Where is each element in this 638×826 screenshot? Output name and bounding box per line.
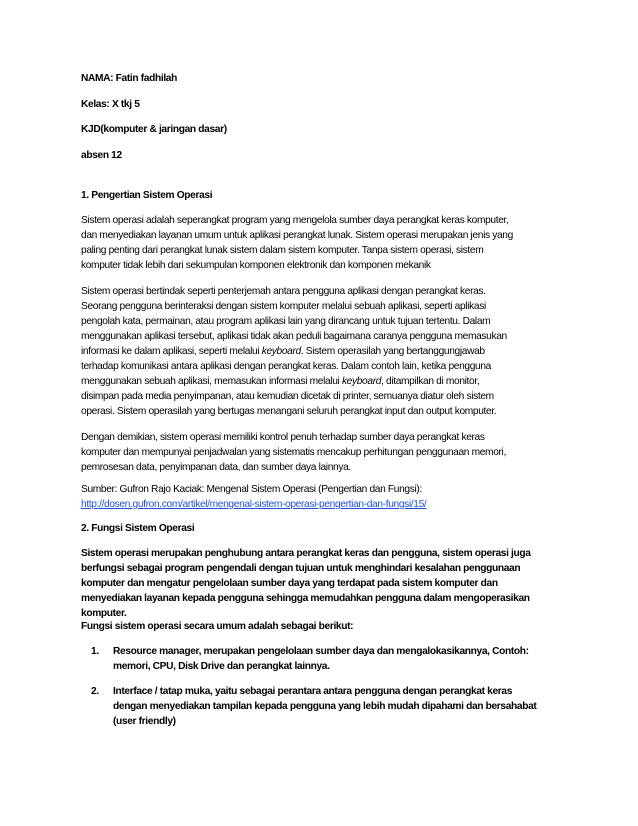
section2-p1-line: menyediakan layanan kepada pengguna sehingga memudahkan pengguna dalam mengoperasikan bbox=[81, 593, 530, 604]
section1-p2-line: pengolah kata, permainan, atau program aplikasi lain yang dirancang untuk tujuan tertentu. Dalam bbox=[81, 316, 491, 327]
section1-p2-line: Seorang pengguna berinteraksi dengan sistem komputer melalui sebuah aplikasi, seperti aplikasi bbox=[81, 301, 486, 312]
section1-title: 1. Pengertian Sistem Operasi bbox=[81, 190, 213, 201]
list-item-number: 1. bbox=[91, 646, 99, 657]
section2-intro: Fungsi sistem operasi secara umum adalah sebagai berikut: bbox=[81, 621, 354, 632]
section1-p2-line: Sistem operasi bertindak seperti penterjemah antara pengguna aplikasi dengan perangkat keras. bbox=[81, 286, 486, 297]
italic-keyboard: keyboard bbox=[261, 346, 301, 357]
section2-p1-line: Sistem operasi merupakan penghubung antara perangkat keras dan pengguna, sistem operasi juga bbox=[81, 548, 531, 559]
section1-p2-line: disimpan pada media penyimpanan, atau kemudian dicetak di printer, semuanya diatur oleh sistem bbox=[81, 391, 494, 402]
section1-p3-line: komputer dan mempunyai penjadwalan yang sistematis mencakup perhitungan penggunaan memori, bbox=[81, 447, 506, 458]
source-label: Sumber: Gufron Rajo Kaciak: Mengenal Sistem Operasi (Pengertian dan Fungsi): bbox=[81, 484, 422, 495]
list-item-line: Resource manager, merupakan pengelolaan sumber daya dan mengalokasikannya, Contoh: bbox=[113, 646, 529, 657]
list-item-number: 2. bbox=[91, 686, 99, 697]
list-item-line: Interface / tatap muka, yaitu sebagai perantara antara pengguna dengan perangkat keras bbox=[113, 686, 513, 697]
section1-p1-line: Sistem operasi adalah seperangkat program yang mengelola sumber daya perangkat keras komputer, bbox=[81, 215, 509, 226]
section1-p3-line: pemrosesan data, penyimpanan data, dan sumber daya lainnya. bbox=[81, 462, 351, 473]
student-class: Kelas: X tkj 5 bbox=[81, 99, 140, 110]
section2-title: 2. Fungsi Sistem Operasi bbox=[81, 523, 195, 534]
section1-p2-line: terhadap komunikasi antara aplikasi dengan perangkat keras. Dalam contoh lain, ketika pengguna bbox=[81, 361, 491, 372]
text-run: , ditampilkan di monitor, bbox=[381, 376, 480, 387]
section1-p1-line: paling penting dari perangkat lunak sistem dalam sistem komputer. Tanpa sistem operasi, sistem bbox=[81, 245, 484, 256]
list-item-line: dengan menyediakan tampilan kepada pengguna yang lebih mudah dipahami dan bersahabat bbox=[113, 701, 537, 712]
list-item-line: memori, CPU, Disk Drive dan perangkat lainnya. bbox=[113, 661, 330, 672]
section1-p1-line: komputer tidak lebih dari sekumpulan komponen elektronik dan komponen mekanik bbox=[81, 260, 431, 271]
text-run: . Sistem operasilah yang bertanggungjawab bbox=[300, 346, 485, 357]
section1-p2-line bbox=[81, 375, 479, 389]
section1-p1-line: dan menyediakan layanan umum untuk aplikasi perangkat lunak. Sistem operasi merupakan jenis yang bbox=[81, 230, 513, 241]
student-name: NAMA: Fatin fadhilah bbox=[81, 73, 177, 84]
section2-p1-line: komputer dan mengatur pengelolaan sumber daya yang terdapat pada sistem komputer dan bbox=[81, 578, 498, 589]
student-absen: absen 12 bbox=[81, 150, 122, 161]
section1-p3-line: Dengan demikian, sistem operasi memiliki kontrol penuh terhadap sumber daya perangkat keras bbox=[81, 432, 485, 443]
text-run: menggunakan sebuah aplikasi, memasukan informasi melalui bbox=[81, 376, 342, 387]
text-run: informasi ke dalam aplikasi, seperti melalui bbox=[81, 346, 262, 357]
list-item-line: (user friendly) bbox=[113, 716, 176, 727]
source-link[interactable]: http://dosen.gufron.com/artikel/mengenal-sistem-operasi-pengertian-dan-fungsi/15/ bbox=[81, 499, 427, 510]
section2-p1-line: komputer. bbox=[81, 608, 127, 619]
subject-title: KJD(komputer & jaringan dasar) bbox=[81, 124, 227, 135]
italic-keyboard: keyboard bbox=[341, 376, 382, 387]
section1-p2-line bbox=[81, 345, 485, 359]
section1-p2-line: operasi. Sistem operasilah yang bertugas menangani seluruh perangkat input dan output komputer. bbox=[81, 406, 497, 417]
section2-p1-line: berfungsi sebagai program pengendali dengan tujuan untuk menghindari kesalahan penggunaan bbox=[81, 563, 521, 574]
section1-p2-line: menggunakan aplikasi tersebut, aplikasi tidak akan peduli bagaimana caranya pengguna memasukan bbox=[81, 331, 507, 342]
